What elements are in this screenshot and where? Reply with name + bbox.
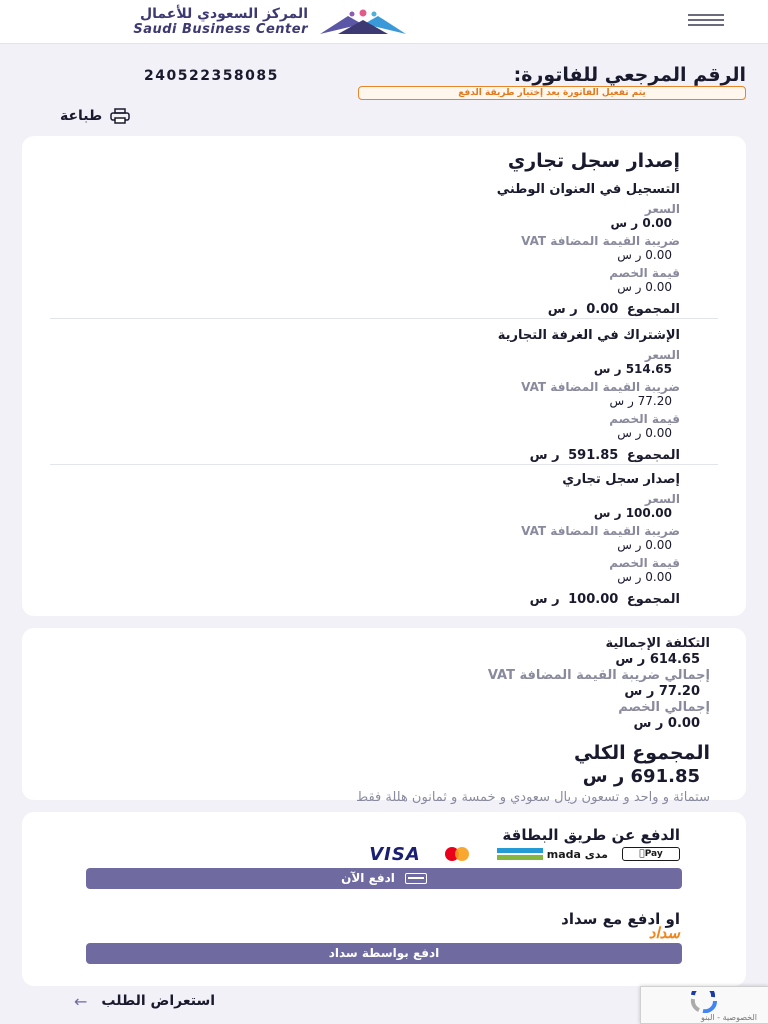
hamburger-menu-icon[interactable]: [688, 14, 724, 30]
item-divider: [50, 318, 718, 319]
totals-block: [50, 636, 710, 805]
item-name: الإشتراك في الغرفة التجارية: [497, 328, 680, 343]
item-name: التسجيل في العنوان الوطني: [496, 182, 680, 197]
recaptcha-privacy-text: الخصوصية - البنو: [701, 1013, 757, 1022]
discount-label: قيمة الخصم: [609, 556, 680, 570]
sadad-payment-title: او ادفع مع سداد: [561, 910, 680, 928]
print-label: طباعة: [60, 108, 103, 124]
price-value: 0.00 ر س: [610, 216, 672, 230]
vat-value: 77.20 ر س: [609, 394, 672, 408]
item-name: إصدار سجل تجاري: [562, 472, 680, 487]
visa-logo: VISA: [369, 843, 421, 865]
activation-notice-badge: يتم تفعيل الفاتورة بعد إختيار طريقة الدفع: [358, 86, 746, 100]
invoice-items-card: [22, 136, 746, 616]
arrow-left-icon: ←: [74, 991, 88, 1011]
item-total: المجموع 100.00 ر س: [529, 592, 680, 607]
discount-value: 0.00 ر س: [617, 570, 672, 584]
item-total: المجموع 0.00 ر س: [547, 302, 680, 317]
total-cost-label: التكلفة الإجمالية: [605, 636, 710, 651]
sadad-logo: سداد: [648, 924, 680, 942]
invoice-ref-number: 240522358085: [144, 68, 279, 84]
price-value: 100.00 ر س: [593, 506, 672, 520]
mastercard-logo: [435, 847, 483, 861]
vat-value: 0.00 ر س: [617, 538, 672, 552]
review-request-label: استعراض الطلب: [101, 993, 216, 1009]
invoice-totals-card: [22, 628, 746, 805]
print-button[interactable]: [60, 106, 130, 126]
discount-label: قيمة الخصم: [609, 266, 680, 280]
invoice-ref-label: الرقم المرجعي للفاتورة:: [513, 64, 746, 86]
invoice-item: [40, 182, 680, 320]
invoice-item: [40, 328, 680, 466]
grand-total-label: المجموع الكلي: [574, 742, 710, 764]
recaptcha-badge[interactable]: [640, 986, 768, 1024]
card-payment-title: الدفع عن طريق البطاقة: [502, 826, 680, 844]
vat-label: ضريبة القيمة المضافة VAT: [521, 380, 680, 394]
price-label: السعر: [644, 348, 680, 362]
vat-value: 0.00 ر س: [617, 248, 672, 262]
price-label: السعر: [644, 492, 680, 506]
amount-in-words: ستمائة و واحد و تسعون ريال سعودي و خمسة و ثمانون هللة فقط: [356, 790, 710, 805]
pay-with-sadad-button[interactable]: ادفع بواسطة سداد: [86, 943, 682, 964]
mada-label: مدى mada: [546, 847, 608, 861]
item-divider: [50, 464, 718, 465]
vat-label: ضريبة القيمة المضافة VAT: [521, 524, 680, 538]
top-header: [0, 0, 768, 44]
total-cost-value: 614.65 ر س: [615, 652, 700, 667]
invoice-item: [40, 472, 680, 610]
price-value: 514.65 ر س: [593, 362, 672, 376]
pay-now-button[interactable]: [86, 868, 682, 889]
logo-arabic-text: المركز السعودي للأعمال: [140, 6, 308, 22]
payment-brand-logos: [369, 843, 680, 865]
credit-card-icon: [405, 873, 427, 884]
review-request-link[interactable]: [74, 992, 215, 1010]
total-vat-label: إجمالي ضريبة القيمة المضافة VAT: [487, 668, 710, 683]
payment-card: [22, 812, 746, 986]
discount-label: قيمة الخصم: [609, 412, 680, 426]
grand-total-value: 691.85 ر س: [582, 766, 700, 787]
total-discount-label: إجمالي الخصم: [618, 700, 710, 715]
total-discount-value: 0.00 ر س: [633, 716, 700, 731]
discount-value: 0.00 ر س: [617, 280, 672, 294]
vat-label: ضريبة القيمة المضافة VAT: [521, 234, 680, 248]
discount-value: 0.00 ر س: [617, 426, 672, 440]
logo-english-text: Saudi Business Center: [133, 22, 308, 37]
sbc-logo[interactable]: [48, 6, 408, 38]
mada-logo: [497, 846, 608, 862]
pay-now-label: ادفع الآن: [341, 871, 395, 885]
sbc-logo-mark-icon: [318, 8, 408, 36]
mada-bars-icon: [497, 848, 543, 860]
recaptcha-icon: [673, 991, 737, 1013]
printer-icon: [110, 108, 130, 124]
price-label: السعر: [644, 202, 680, 216]
total-vat-value: 77.20 ر س: [624, 684, 700, 699]
service-title: إصدار سجل تجاري: [507, 150, 680, 172]
item-total: المجموع 591.85 ر س: [529, 448, 680, 463]
apple-pay-logo: Pay: [622, 847, 680, 861]
